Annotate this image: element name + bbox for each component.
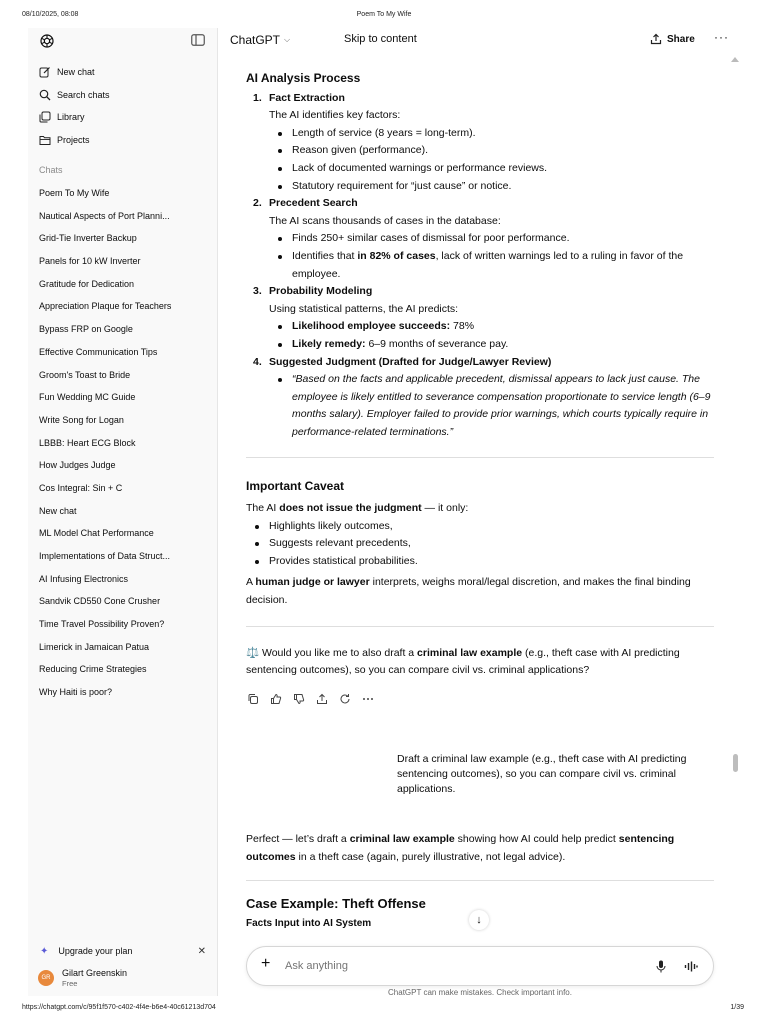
chat-item[interactable]: Implementations of Data Struct...	[39, 551, 171, 561]
projects-label: Projects	[57, 135, 90, 145]
edit-icon	[39, 66, 51, 78]
more-options-icon[interactable]	[362, 693, 374, 705]
regenerate-icon[interactable]	[339, 693, 351, 705]
openai-logo-icon[interactable]	[39, 33, 55, 49]
chat-item[interactable]: Cos Integral: Sin + C	[39, 482, 123, 493]
chat-item[interactable]: Appreciation Plaque for Teachers	[39, 301, 172, 312]
chat-item[interactable]: Reducing Crime Strategies	[39, 664, 147, 675]
chats-section-label: Chats	[39, 165, 63, 175]
step-number: 1.	[253, 91, 262, 104]
list-item: Statutory requirement for “just cause” or notice.	[246, 178, 716, 196]
search-chats-button[interactable]	[39, 88, 110, 102]
scroll-up-arrow-icon[interactable]	[731, 57, 739, 62]
chat-item[interactable]: New chat	[39, 505, 77, 516]
divider	[246, 457, 714, 458]
step-probability-modeling	[246, 283, 716, 301]
disclaimer: ChatGPT can make mistakes. Check important info.	[388, 988, 572, 996]
list-item: Likely remedy: 6–9 months of severance pay.	[246, 336, 716, 354]
caveat-heading: Important Caveat	[246, 479, 345, 494]
library-icon	[39, 111, 51, 123]
chat-item[interactable]: How Judges Judge	[39, 460, 116, 471]
divider	[246, 626, 714, 627]
chat-item[interactable]: Fun Wedding MC Guide	[39, 392, 136, 403]
step-title: Precedent Search	[269, 197, 358, 210]
chat-item[interactable]: LBBB: Heart ECG Block	[39, 437, 136, 448]
library-label: Library	[57, 112, 85, 122]
chat-item[interactable]: Sandvik CD550 Cone Crusher	[39, 596, 161, 607]
share-icon	[650, 33, 662, 45]
arrow-down-icon: ↓	[476, 914, 482, 926]
thumbs-down-icon[interactable]	[293, 693, 305, 705]
print-title: Poem To My Wife	[356, 11, 412, 18]
step-fact-extraction	[246, 90, 716, 108]
print-date: 08/10/2025, 08:08	[22, 11, 79, 18]
close-icon[interactable]: ✕	[197, 945, 206, 957]
new-chat-button[interactable]	[39, 65, 95, 79]
step-title: Suggested Judgment (Drafted for Judge/Lawyer Review)	[269, 355, 552, 368]
list-item: Length of service (8 years = long-term).	[246, 125, 716, 143]
projects-button[interactable]	[39, 133, 90, 147]
step-intro: Using statistical patterns, the AI predicts:	[269, 302, 459, 315]
chat-item[interactable]: Bypass FRP on Google	[39, 324, 133, 335]
step-suggested-judgment	[246, 354, 716, 372]
skip-to-content-link[interactable]: Skip to content	[344, 33, 417, 45]
step-number: 4.	[253, 355, 262, 368]
folder-icon	[39, 134, 51, 146]
list-item: Lack of documented warnings or performance reviews.	[246, 160, 716, 178]
list-item: Likelihood employee succeeds: 78%	[246, 318, 716, 336]
chat-item[interactable]: Gratitude for Dedication	[39, 278, 135, 289]
share-icon[interactable]	[316, 693, 328, 705]
step-number: 3.	[253, 285, 262, 298]
caveat-final: A human judge or lawyer interprets, weighs moral/legal discretion, and makes the final binding decision.	[246, 576, 691, 607]
chat-history-list	[39, 186, 209, 708]
list-item	[246, 371, 716, 441]
conversation	[246, 70, 716, 680]
user-message: Draft a criminal law example (e.g., theft case with AI predicting sentencing outcomes), so you can compare civil vs. criminal applications.	[397, 753, 687, 795]
facts-heading: Facts Input into AI System	[246, 917, 372, 929]
case-heading: Case Example: Theft Offense	[246, 896, 426, 912]
upgrade-plan-button[interactable]	[36, 941, 214, 961]
share-button[interactable]	[650, 33, 695, 45]
user-menu[interactable]	[36, 968, 127, 988]
step-number: 2.	[253, 197, 262, 210]
chat-item[interactable]: ML Model Chat Performance	[39, 528, 154, 539]
scales-icon: ⚖️	[246, 646, 260, 659]
step-intro: The AI scans thousands of cases in the database:	[269, 214, 501, 227]
sidebar	[28, 28, 218, 996]
list-item: Highlights likely outcomes,	[246, 518, 716, 536]
microphone-icon[interactable]	[655, 960, 667, 973]
print-url: https://chatgpt.com/c/95f1f570-c402-4f4e-b6e4-40c61213d704	[22, 1004, 216, 1011]
chat-item[interactable]: Write Song for Logan	[39, 414, 124, 425]
search-icon	[39, 89, 51, 101]
step-intro: The AI identifies key factors:	[269, 109, 401, 122]
voice-mode-icon[interactable]	[684, 961, 698, 972]
thumbs-up-icon[interactable]	[270, 693, 282, 705]
print-page-number: 1/39	[730, 1004, 744, 1011]
user-name: Gilart Greenskin	[62, 968, 128, 978]
avatar: GR	[38, 970, 54, 986]
list-item: Finds 250+ similar cases of dismissal for poor performance.	[246, 230, 716, 248]
scroll-down-button[interactable]	[469, 910, 489, 930]
chat-item[interactable]: Effective Communication Tips	[39, 346, 158, 357]
share-label: Share	[667, 33, 695, 45]
chat-item[interactable]: Limerick in Jamaican Patua	[39, 641, 150, 652]
search-chats-label: Search chats	[57, 90, 110, 100]
prompt-input[interactable]	[285, 960, 585, 972]
sparkle-icon: ✦	[40, 945, 49, 957]
chat-item[interactable]: AI Infusing Electronics	[39, 573, 129, 584]
more-options-icon[interactable]: ···	[714, 30, 729, 44]
process-heading: AI Analysis Process	[246, 71, 361, 85]
list-item: Provides statistical probabilities.	[246, 553, 716, 571]
step-precedent-search	[246, 195, 716, 213]
composer	[246, 946, 714, 986]
chat-item[interactable]: Nautical Aspects of Port Planni...	[39, 210, 170, 221]
list-item: Reason given (performance).	[246, 142, 716, 160]
chat-item[interactable]: Time Travel Possibility Proven?	[39, 619, 165, 630]
user-plan: Free	[62, 979, 78, 988]
caveat-intro: The AI does not issue the judgment — it only:	[246, 502, 469, 515]
follow-up-offer: ⚖️ Would you like me to also draft a criminal law example (e.g., theft case with AI predicting sentencing outcomes), so you can compare civil vs. criminal applications?	[246, 646, 680, 677]
library-button[interactable]	[39, 110, 85, 124]
scrollbar-thumb[interactable]	[733, 754, 738, 772]
reply-intro: Perfect — let’s draft a criminal law example showing how AI could help predict sentencing outcomes in a theft case (again, purely illustrative, not legal advice).	[246, 833, 675, 863]
plus-icon[interactable]: +	[261, 955, 271, 972]
model-name: ChatGPT	[230, 33, 281, 47]
step-title: Probability Modeling	[269, 285, 373, 298]
judgment-quote: “Based on the facts and applicable precedent, dismissal appears to lack just cause. The employee is likely entitled to severance compensation proportionate to service length (6–9 months salary). Employer failed to provide prior warnings, which courts typically require in performance-related terminations.”	[292, 373, 711, 438]
list-item: Identifies that in 82% of cases, lack of written warnings led to a ruling in favor of the employee.	[246, 248, 716, 283]
model-selector[interactable]	[230, 33, 290, 47]
list-item: Suggests relevant precedents,	[246, 535, 716, 553]
sidebar-toggle-icon[interactable]	[191, 34, 205, 46]
chat-item[interactable]: Poem To My Wife	[39, 188, 110, 198]
step-title: Fact Extraction	[269, 91, 345, 104]
chat-item[interactable]: Groom's Toast to Bride	[39, 369, 131, 380]
chat-item[interactable]: Grid-Tie Inverter Backup	[39, 233, 137, 244]
upgrade-plan-label: Upgrade your plan	[58, 946, 133, 956]
chevron-down-icon: ⌵	[284, 35, 291, 44]
chat-item[interactable]: Why Haiti is poor?	[39, 687, 113, 698]
divider	[246, 880, 714, 881]
new-chat-label: New chat	[57, 67, 95, 77]
copy-icon[interactable]	[247, 693, 259, 705]
chat-item[interactable]: Panels for 10 kW Inverter	[39, 256, 141, 267]
message-actions	[247, 693, 374, 705]
